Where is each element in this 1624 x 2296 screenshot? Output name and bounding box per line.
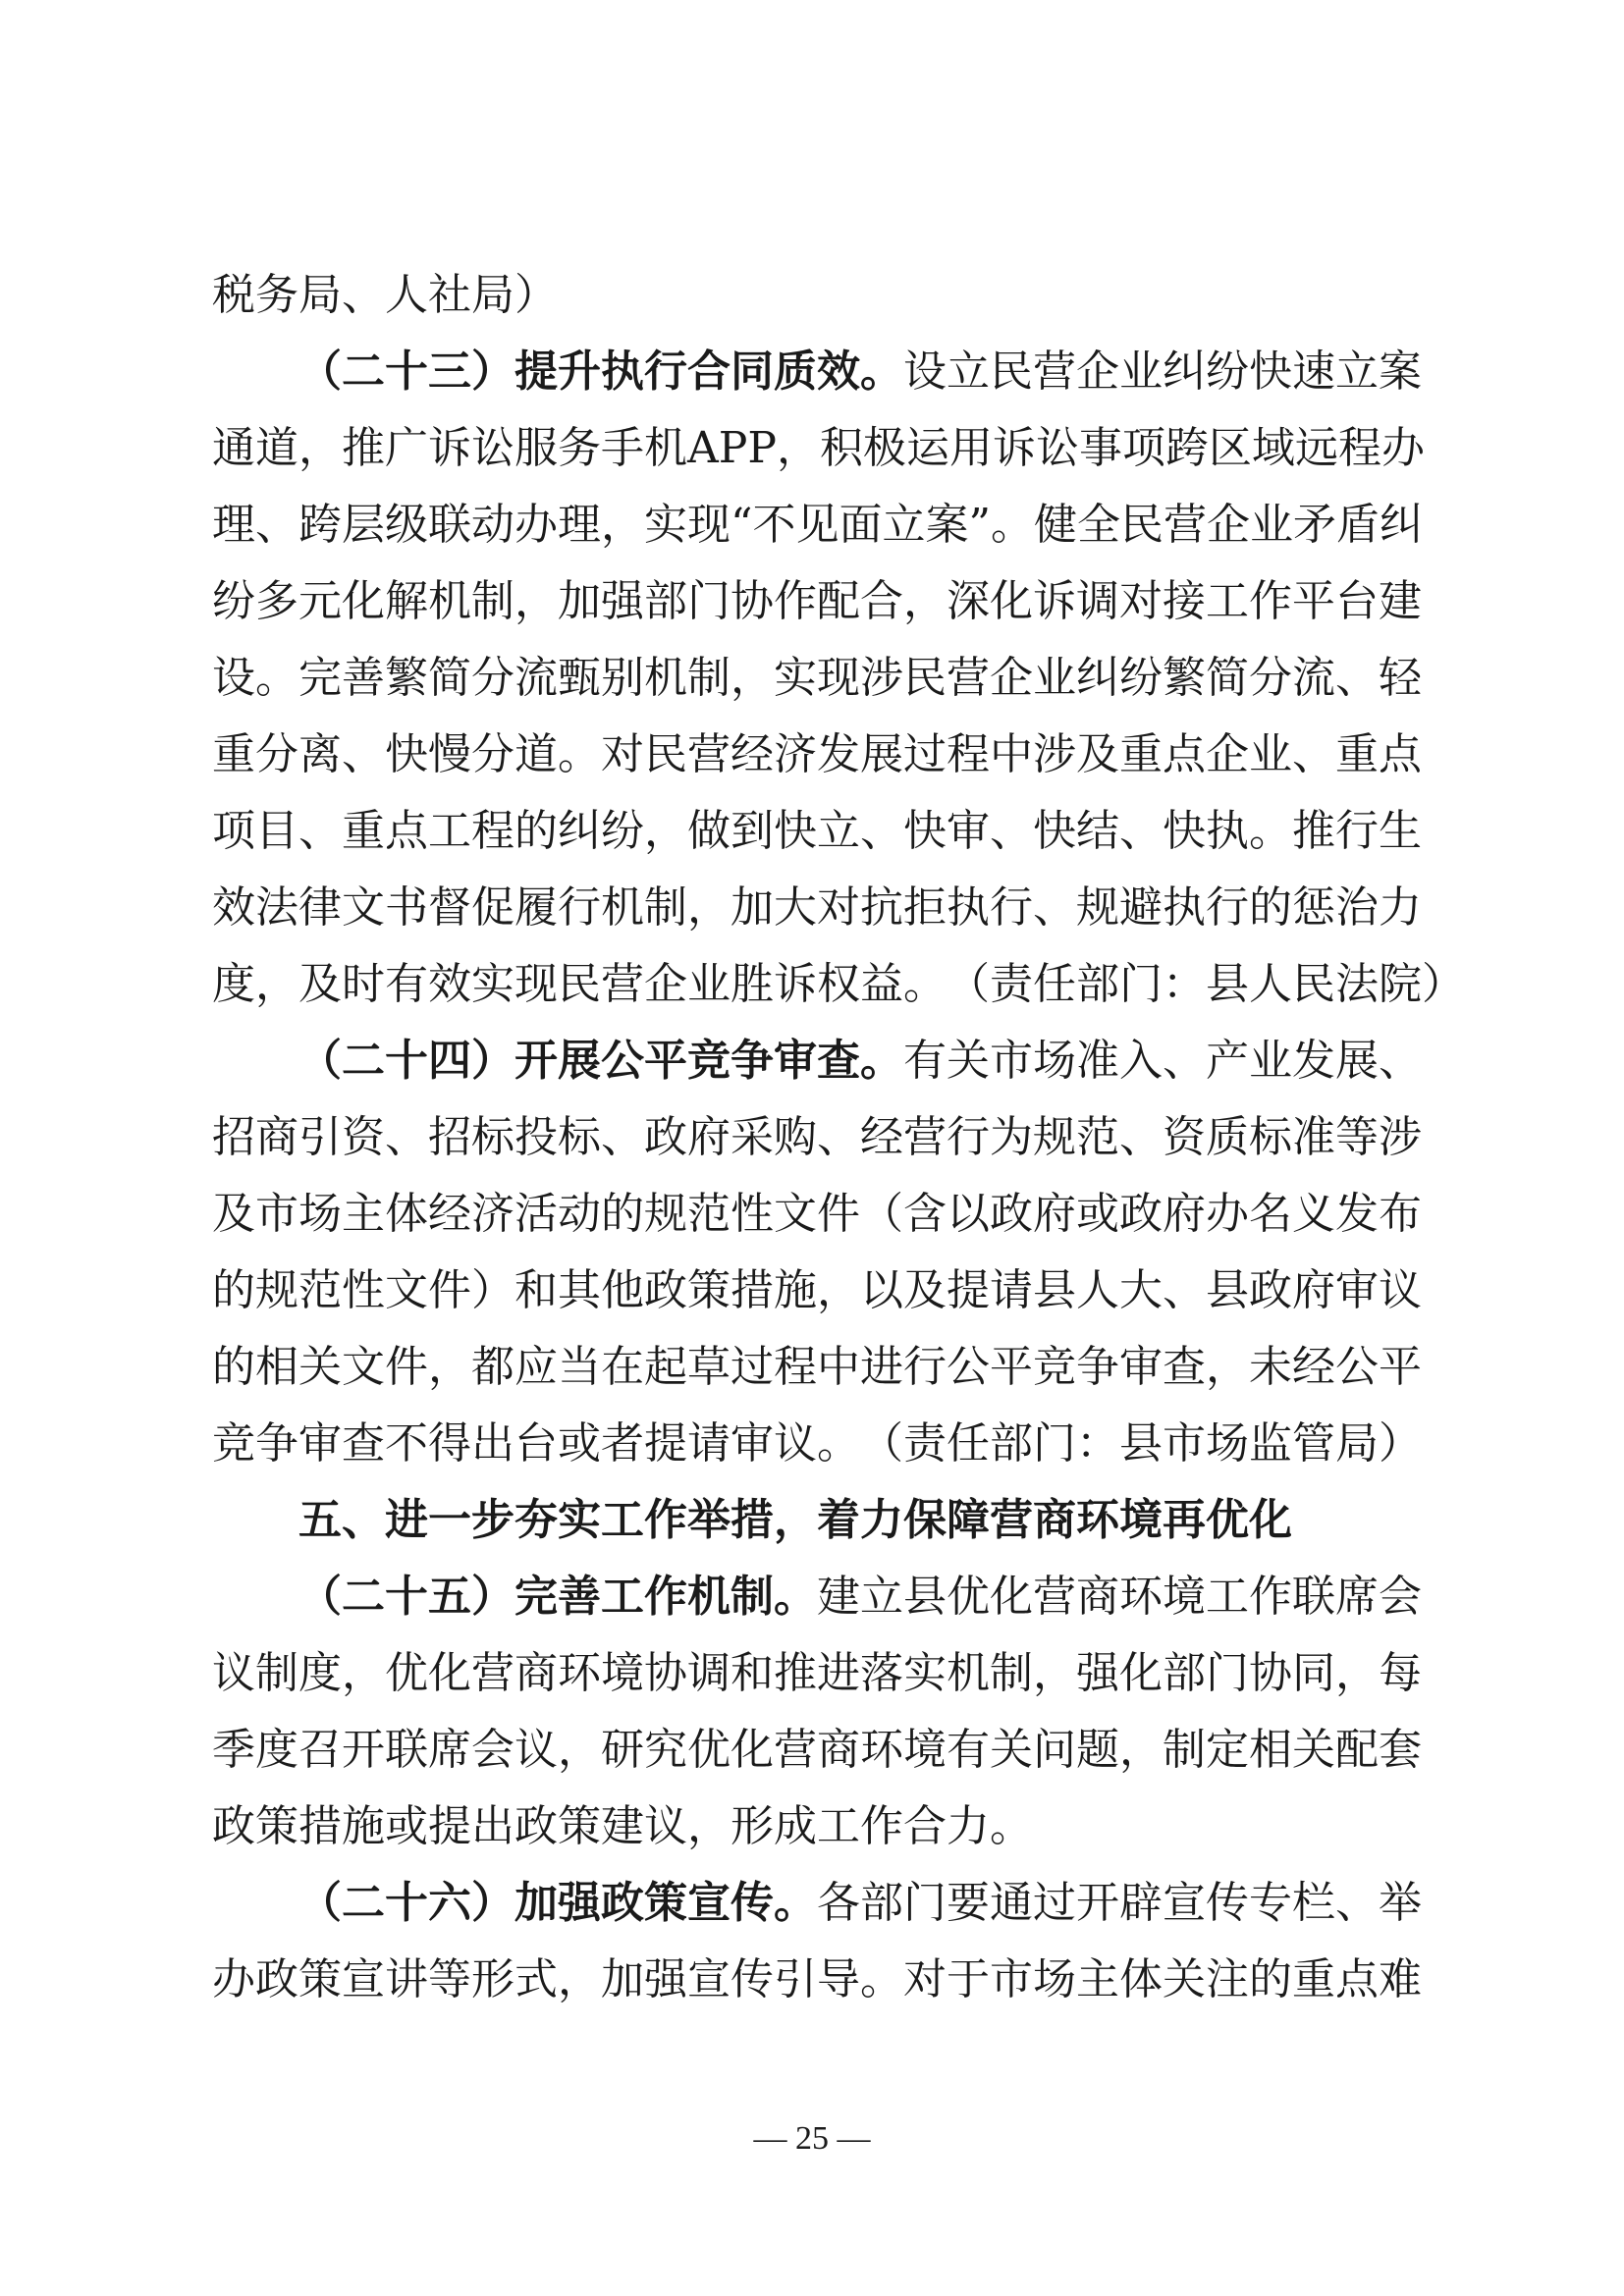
paragraph-label: （二十四）开展公平竞争审查。 <box>298 1036 903 1086</box>
paragraph-label: （二十六）加强政策宣传。 <box>298 1878 817 1928</box>
paragraph-24 <box>212 1023 1422 1482</box>
text-line: 招 商 引 资 、 招 标 投 标 、 政 府 采 购 、 经 营 行 为 规 范 、 资 质 标 准 等 涉 <box>212 1112 1422 1162</box>
page-number: — 25 — <box>753 2120 871 2157</box>
text-line: 及 市 场 主 体 经 济 活 动 的 规 范 性 文 件 （ 含 以 政 府 或 政 府 办 名 义 发 布 <box>212 1189 1422 1239</box>
paragraph-26 <box>212 1865 1422 2018</box>
document-page <box>212 257 1465 2018</box>
text-line: 纷 多 元 化 解 机 制 ， 加 强 部 门 协 作 配 合 ， 深 化 诉 调 对 接 工 作 平 台 建 <box>212 576 1422 626</box>
text-line: 建立县优化营商环境工作联席会 <box>817 1572 1422 1622</box>
paragraph-first-line <box>212 1865 1422 1942</box>
text-line: 办 政 策 宣 讲 等 形 式 ， 加 强 宣 传 引 导 。 对 于 市 场 主 体 关 注 的 重 点 难 <box>212 1954 1422 2004</box>
paragraph-label: （二十五）完善工作机制。 <box>298 1572 817 1622</box>
text-line: 理 、 跨 层 级 联 动 办 理 ， 实 现 “ 不 见 面 立 案 ” 。 健 全 民 营 企 业 矛 盾 纠 <box>212 500 1423 550</box>
text-line: 各部门要通过开辟宣传专栏、举 <box>817 1878 1422 1928</box>
section-heading: 五、进一步夯实工作举措，着力保障营商环境再优化 <box>298 1495 1292 1545</box>
text-line: 竞 争 审 查 不 得 出 台 或 者 提 请 审 议 。 （ 责 任 部 门 ： 县 市 场 监 管 局 ） <box>212 1418 1422 1468</box>
text-line: 政策措施或提出政策建议，形成工作合力。 <box>212 1801 1033 1851</box>
text-line: 议 制 度 ， 优 化 营 商 环 境 协 调 和 推 进 落 实 机 制 ， 强 化 部 门 协 同 ， 每 <box>212 1648 1422 1698</box>
text-line: 季 度 召 开 联 席 会 议 ， 研 究 优 化 营 商 环 境 有 关 问 题 ， 制 定 相 关 配 套 <box>212 1725 1422 1775</box>
paragraph-continuation <box>212 257 1422 334</box>
text-line: 的 相 关 文 件 ， 都 应 当 在 起 草 过 程 中 进 行 公 平 竞 争 审 查 ， 未 经 公 平 <box>212 1342 1422 1392</box>
paragraph-first-line <box>212 1559 1422 1635</box>
text-line: 度 ， 及 时 有 效 实 现 民 营 企 业 胜 诉 权 益 。 （ 责 任 部 门 ： 县 人 民 法 院 ） <box>212 959 1465 1009</box>
text-line: 设 。 完 善 繁 简 分 流 甄 别 机 制 ， 实 现 涉 民 营 企 业 纠 纷 繁 简 分 流 、 轻 <box>212 653 1422 703</box>
text-line: 效 法 律 文 书 督 促 履 行 机 制 ， 加 大 对 抗 拒 执 行 、 规 避 执 行 的 惩 治 力 <box>212 882 1422 933</box>
paragraph-25 <box>212 1559 1422 1865</box>
paragraph-label: （二十三）提升执行合同质效。 <box>298 347 903 397</box>
text-line: 项 目 、 重 点 工 程 的 纠 纷 ， 做 到 快 立 、 快 审 、 快 结 、 快 执 。 推 行 生 <box>212 806 1422 856</box>
text-line: 重 分 离 、 快 慢 分 道 。 对 民 营 经 济 发 展 过 程 中 涉 及 重 点 企 业 、 重 点 <box>212 729 1422 779</box>
text-line: 税务局、人社局） <box>212 270 558 320</box>
text-line: 的 规 范 性 文 件 ） 和 其 他 政 策 措 施 ， 以 及 提 请 县 人 大 、 县 政 府 审 议 <box>212 1265 1422 1315</box>
text-line: 通 道 ， 推 广 诉 讼 服 务 手 机 A P P ， 积 极 运 用 诉 讼 事 项 跨 区 域 远 程 办 <box>212 423 1425 473</box>
paragraph-23 <box>212 334 1465 1023</box>
text-line: 设立民营企业纠纷快速立案 <box>903 347 1422 397</box>
text-line: 有关市场准入、产业发展、 <box>903 1036 1422 1086</box>
paragraph-first-line <box>212 1023 1422 1099</box>
paragraph-first-line <box>212 334 1422 410</box>
